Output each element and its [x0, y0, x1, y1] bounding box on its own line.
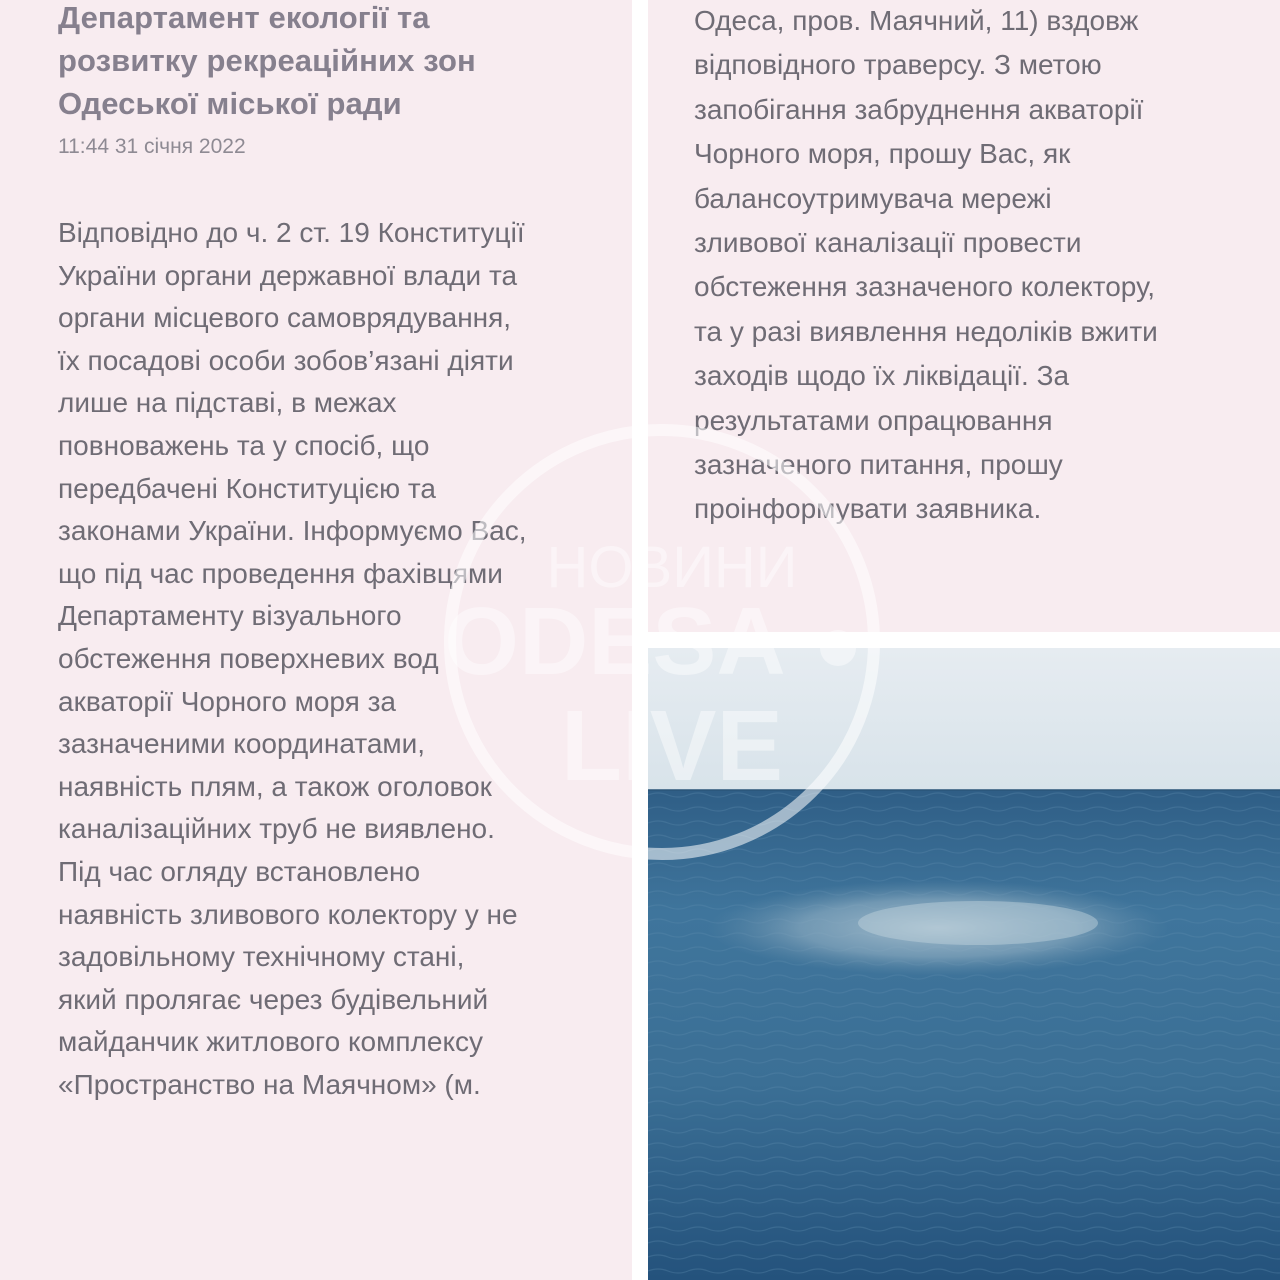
message-body-part2: Одеса, пров. Маячний, 11) вздовж відповідного траверсу. З метою запобігання забруднення акваторії Чорного моря, прошу Вас, як балансоутримувача мережі зливової каналізації провести обстеження зазначеного колектору, та у разі виявлення недоліків вжити заходів щодо їх ліквідації. За результатами опрацювання зазначеного питання, прошу проінформувати заявника.	[694, 5, 1158, 525]
sea-photo-panel	[648, 648, 1280, 1280]
sea-photo	[648, 648, 1280, 1280]
message-timestamp: 11:44 31 січня 2022	[58, 135, 246, 158]
message-body-part1: Відповідно до ч. 2 ст. 19 Конституції України органи державної влади та органи місцевого самоврядування, їх посадові особи зобов’язані діяти лише на підставі, в межах повноважень та у спосіб, що передбачені Конституцією та законами України. Інформуємо Вас, що під час проведення фахівцями Департаменту візуального обстеження поверхневих вод акваторії Чорного моря за зазначеними координатами, наявність плям, а також оголовок каналізаційних труб не виявлено. Під час огляду встановлено наявність зливового колектору у не задовільному технічному стані, який пролягає через будівельний майданчик житлового комплексу «Пространство на Маячном» (м.	[58, 217, 527, 1100]
message-panel-left	[0, 0, 632, 1280]
watermark-text-novyny: НОВИНИ	[546, 535, 798, 600]
sender-name: Департамент екології та розвитку рекреаційних зон Одеської міської ради	[58, 0, 476, 121]
sky	[648, 648, 1280, 790]
message-panel-right	[648, 0, 1280, 632]
watermark-text-live: LIVE	[560, 690, 784, 802]
watermark-text-odesa: ODESA	[444, 588, 786, 695]
